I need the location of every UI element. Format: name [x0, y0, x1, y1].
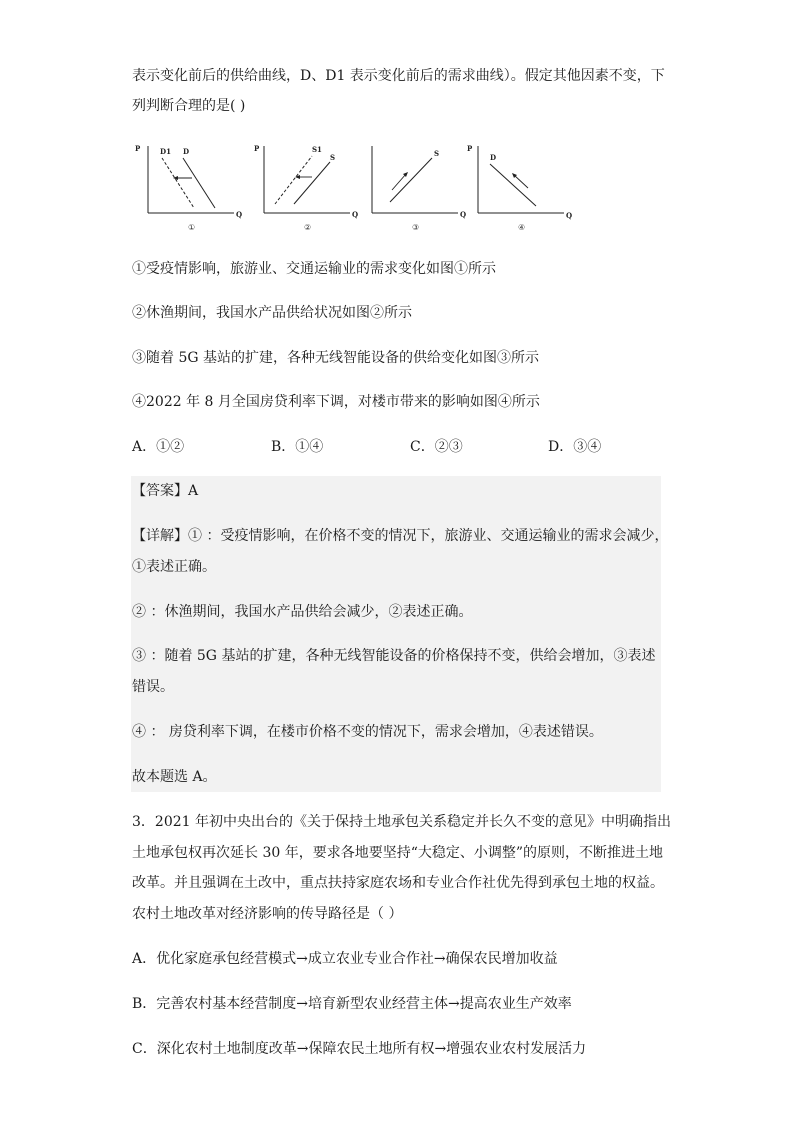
q-axis-label: Q [460, 210, 467, 219]
curve-s1 [275, 156, 312, 204]
option-c[interactable]: C．②③ [410, 439, 463, 455]
q3-line-3: 改革。并且强调在土改中，重点扶持家庭农场和专业合作社优先得到承包土地的权益。 [132, 875, 664, 891]
diagram-number: ② [304, 223, 312, 232]
statement-4: ④2022 年 8 月全国房贷利率下调，对楼市带来的影响如图④所示 [132, 394, 540, 410]
answer-conclusion: 故本题选 A。 [132, 769, 217, 785]
diagram-3 [356, 138, 468, 234]
diagram-number: ④ [518, 223, 526, 232]
q-axis-label: Q [352, 210, 359, 219]
statement-1: ①受疫情影响，旅游业、交通运输业的需求变化如图①所示 [132, 261, 496, 277]
curve-label-d: D [490, 153, 497, 162]
q3-line-1: 3．2021 年初中央出台的《关于保持土地承包关系稳定并长久不变的意见》中明确指出 [132, 814, 671, 830]
move-arrow [514, 175, 528, 188]
detail-line-5: 错误。 [132, 679, 174, 695]
diagram-1 [132, 138, 244, 234]
curve-s [390, 158, 432, 202]
statement-3: ③随着 5G 基站的扩建，各种无线智能设备的供给变化如图③所示 [132, 350, 539, 366]
detail-line-4: ③ ：随着 5G 基站的扩建，各种无线智能设备的价格保持不变，供给会增加，③表述 [132, 648, 656, 664]
curve-d1 [162, 158, 194, 208]
detail-line-6: ④ ： 房贷利率下调，在楼市价格不变的情况下，需求会增加，④表述错误。 [132, 724, 603, 740]
option-b[interactable]: B．①④ [271, 439, 324, 455]
curve-label-d1: D1 [160, 147, 171, 156]
p-axis-label: P [467, 144, 473, 153]
answer-label: 【答案】A [132, 483, 199, 499]
curve-s [294, 162, 330, 204]
q3-line-2: 土地承包权再次延长 30 年，要求各地要坚持“大稳定、小调整”的原则，不断推进土地 [132, 845, 664, 861]
curve-label-d: D [183, 147, 190, 156]
diagram-number: ③ [412, 223, 420, 232]
q-axis-label: Q [566, 211, 573, 220]
intro-line-1: 表示变化前后的供给曲线，D、D1 表示变化前后的需求曲线）。假定其他因素不变，下 [132, 68, 665, 84]
curve-d [490, 164, 536, 206]
diagram-4 [462, 138, 574, 234]
q3-option-a[interactable]: A．优化家庭承包经营模式→成立农业专业合作社→确保农民增加收益 [132, 951, 558, 967]
diagram-number: ① [188, 223, 196, 232]
curve-label-s1: S1 [312, 145, 322, 154]
q3-line-4: 农村土地改革对经济影响的传导路径是（ ） [132, 906, 403, 922]
curve-label-s: S [434, 149, 440, 158]
q3-option-c[interactable]: C．深化农村土地制度改革→保障农民土地所有权→增强农业农村发展活力 [132, 1041, 587, 1057]
option-d[interactable]: D．③④ [548, 439, 602, 455]
detail-line-2: ①表述正确。 [132, 559, 216, 575]
q-axis-label: Q [236, 210, 243, 219]
option-a[interactable]: A．①② [132, 439, 185, 455]
intro-line-2: 列判断合理的是( ) [132, 98, 246, 114]
detail-line-1: 【详解】① ：受疫情影响，在价格不变的情况下，旅游业、交通运输业的需求会减少， [132, 528, 669, 544]
curve-d [183, 158, 215, 208]
p-axis-label: P [254, 144, 260, 153]
answer-panel [131, 476, 661, 792]
curve-label-s: S [330, 153, 336, 162]
statement-2: ②休渔期间，我国水产品供给状况如图②所示 [132, 305, 412, 321]
diagram-2 [248, 138, 360, 234]
p-axis-label: P [135, 144, 141, 153]
q3-option-b[interactable]: B．完善农村基本经营制度→培育新型农业经营主体→提高农业生产效率 [132, 996, 572, 1012]
detail-line-3: ② ：休渔期间，我国水产品供给会减少，②表述正确。 [132, 604, 473, 620]
